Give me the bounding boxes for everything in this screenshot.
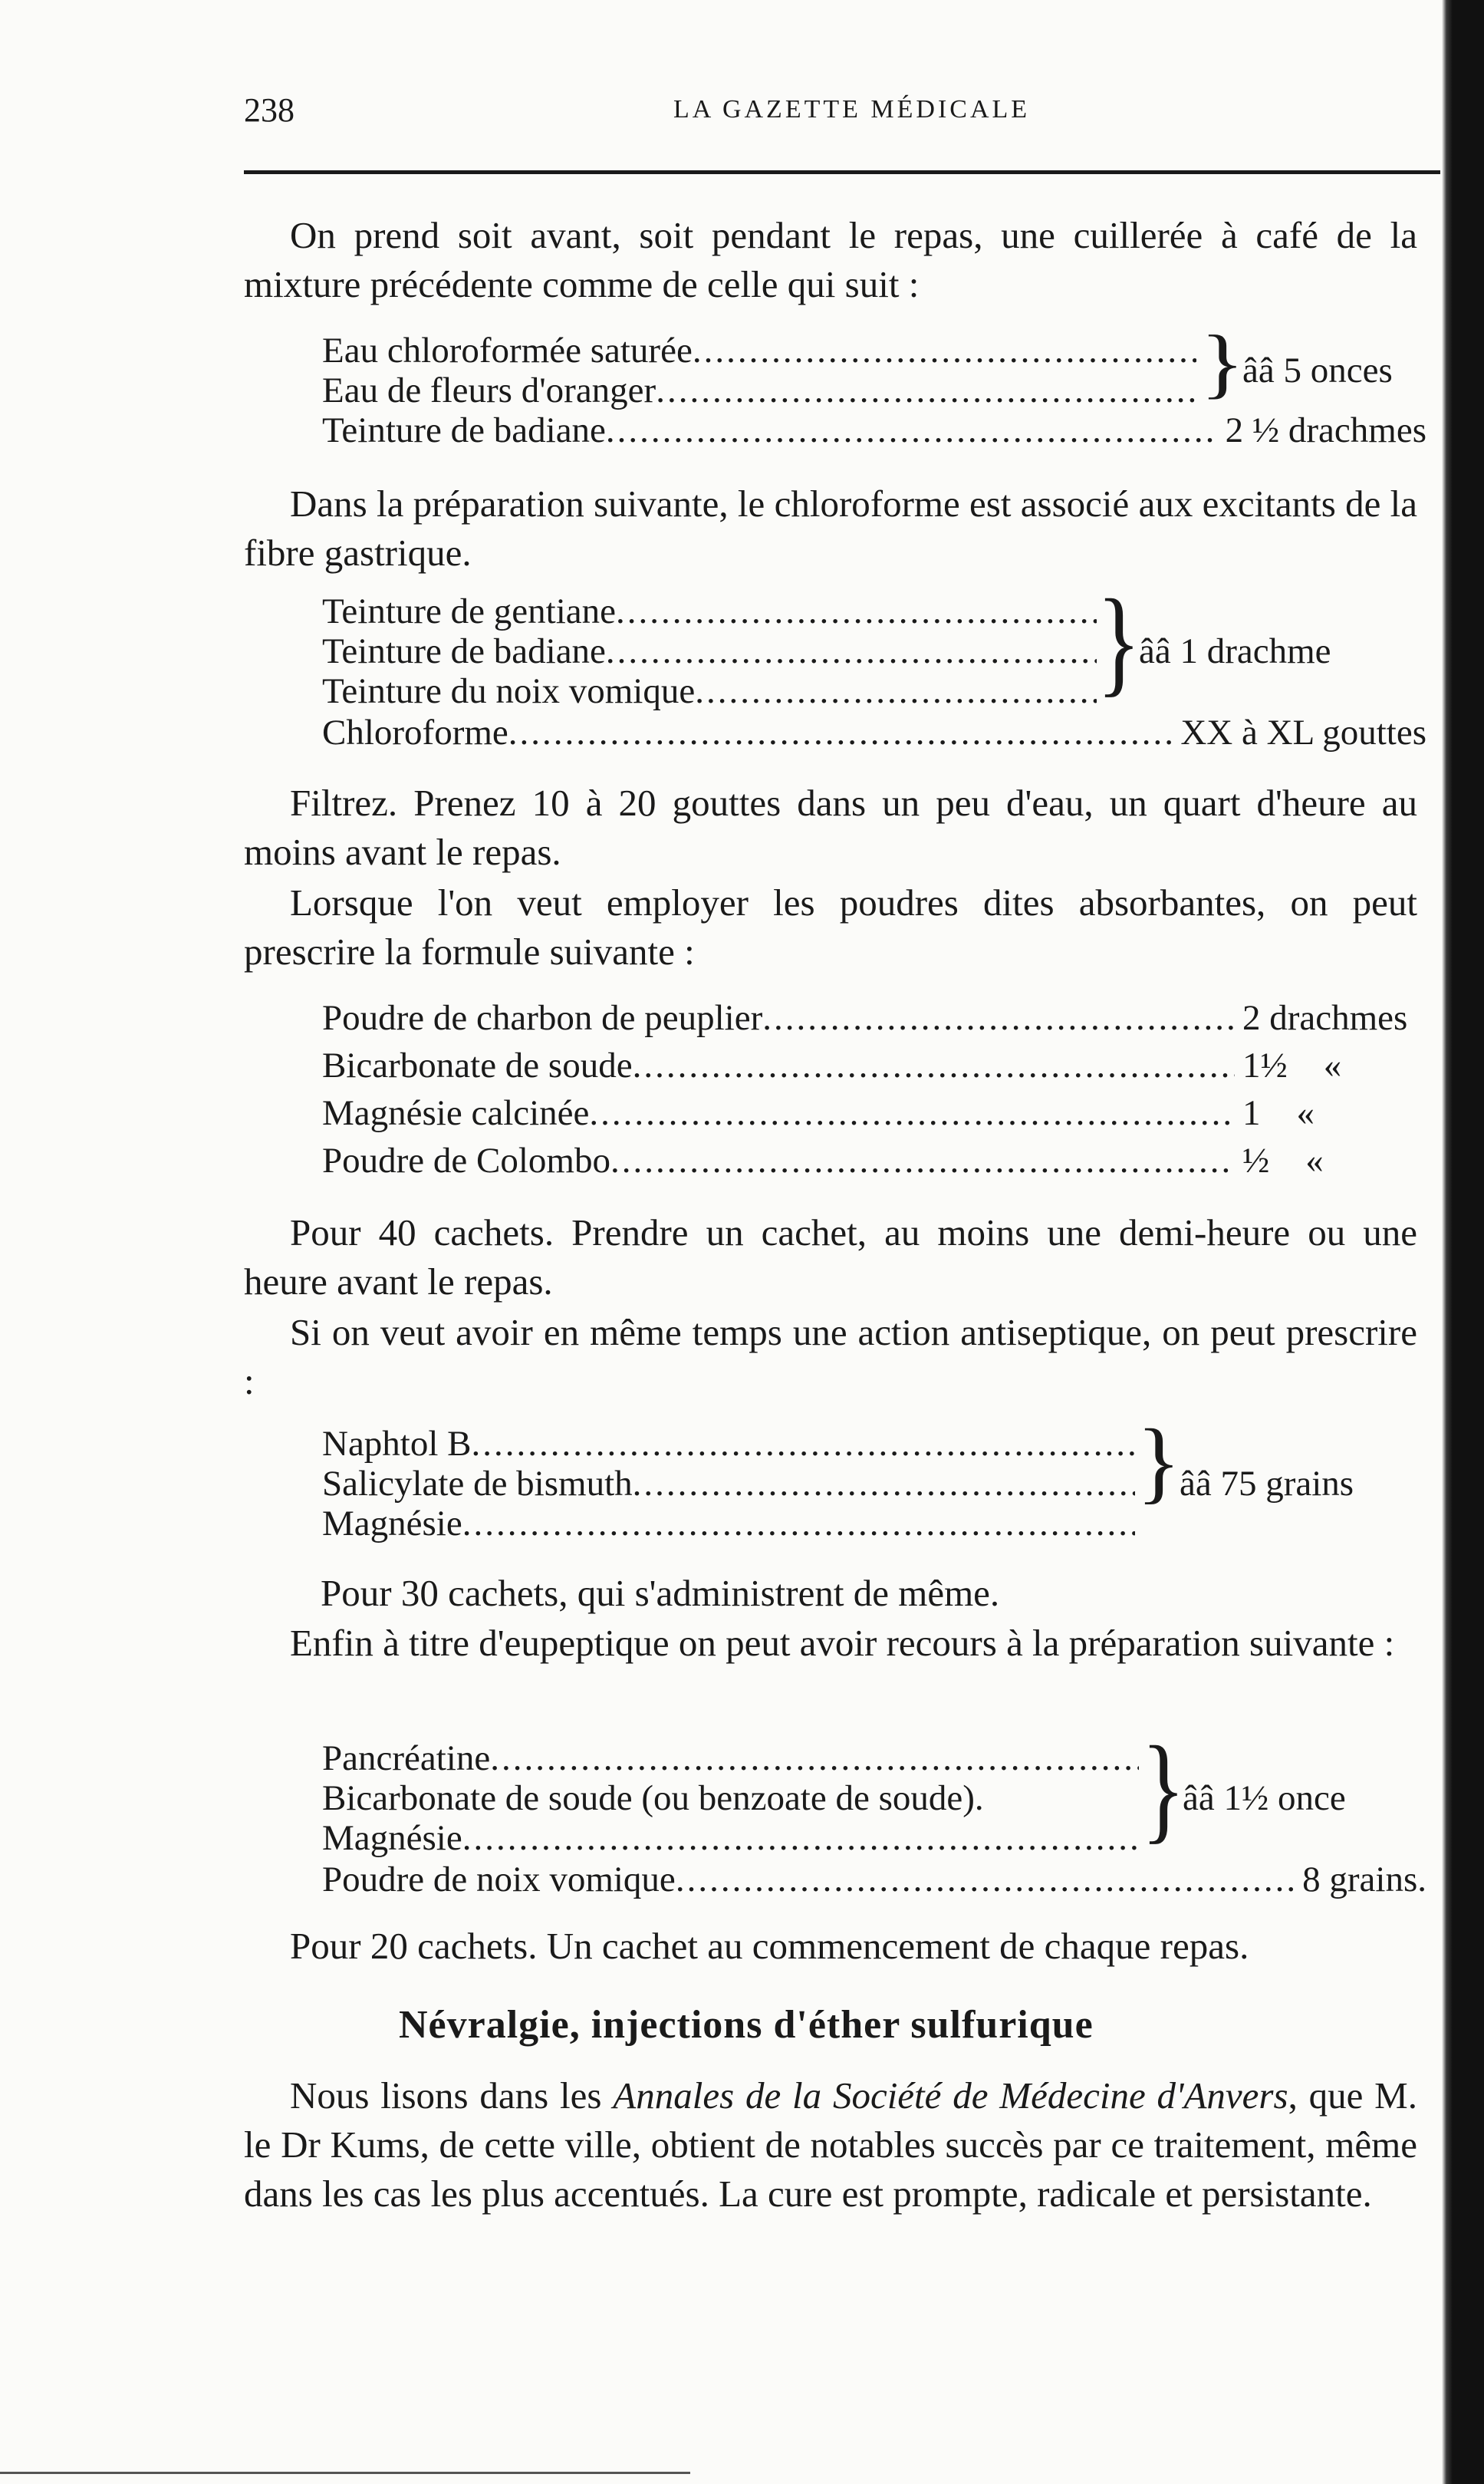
rx3-item-qty: 1½ « — [1242, 1046, 1342, 1086]
rx3-row-3 — [322, 1092, 1426, 1134]
rx2-item-qty: XX à XL gouttes — [1180, 713, 1426, 753]
header-rule — [244, 170, 1440, 174]
rx3-item-name: Poudre de Colombo — [322, 1141, 610, 1181]
running-head: LA GAZETTE MÉDICALE — [673, 95, 1031, 124]
paragraph-8 — [244, 1619, 1417, 1668]
paragraph-10-after: , que M. le Dr Kums, de cette ville, obtient de notables succès par ce traitement, même dans les cas les plus accentués. La cure est prompte, radicale et persistante. — [244, 2074, 1417, 2215]
rx4-item-name: Magnésie — [322, 1504, 462, 1543]
rx4-brace-label: ââ 75 grains — [1180, 1464, 1354, 1504]
prescription-2 — [322, 574, 1426, 759]
rx5-row-1 — [322, 1738, 1139, 1779]
rx4-row-2 — [322, 1463, 1135, 1504]
leader-dots — [656, 370, 1196, 411]
paragraph-10 — [244, 2071, 1417, 2219]
rx3-row-2 — [322, 1045, 1426, 1086]
paragraph-1-text: On prend soit avant, soit pendant le repas, une cuillerée à café de la mixture précédente comme de celle qui suit : — [244, 214, 1417, 305]
paragraph-9-text: Pour 20 cachets. Un cachet au commencement de chaque repas. — [290, 1925, 1249, 1967]
scan-edge — [1442, 0, 1484, 2484]
leader-dots — [462, 1503, 1135, 1544]
paragraph-6 — [244, 1308, 1417, 1406]
paragraph-4-text: Lorsque l'on veut employer les poudres dites absorbantes, on peut prescrire la formule suivante : — [244, 881, 1417, 973]
rx3-row-4 — [322, 1140, 1426, 1181]
rx2-item-name: Chloroforme — [322, 713, 508, 753]
right-brace: } — [1200, 319, 1245, 407]
leader-dots — [693, 330, 1196, 371]
rx3-item-qty: 2 drachmes — [1242, 998, 1408, 1038]
leader-dots — [462, 1817, 1139, 1859]
footer-rule — [0, 2472, 690, 2474]
paragraph-5-text: Pour 40 cachets. Prendre un cachet, au moins une demi-heure ou une heure avant le repas. — [244, 1211, 1417, 1303]
paragraph-1 — [244, 211, 1417, 309]
paragraph-10-before: Nous lisons dans les — [290, 2074, 614, 2117]
rx1-item-name: Eau chloroformée saturée — [322, 331, 693, 371]
rx4-row-3 — [322, 1503, 1135, 1544]
leader-dots — [762, 997, 1235, 1039]
rx3-item-qty: ½ « — [1242, 1141, 1324, 1181]
rx5-brace-label: ââ 1½ once — [1183, 1778, 1346, 1818]
section-title: Névralgie, injections d'éther sulfurique — [399, 2003, 1094, 2047]
rx3-item-name: Bicarbonate de soude — [322, 1046, 633, 1086]
paragraph-3 — [244, 779, 1417, 877]
rx3-item-name: Magnésie calcinée — [322, 1093, 590, 1133]
rx2-item-name: Teinture de gentiane — [322, 591, 616, 631]
leader-dots — [589, 1092, 1235, 1134]
paragraph-2 — [244, 479, 1417, 578]
rx3-row-1 — [322, 997, 1426, 1039]
rx2-row-2 — [322, 631, 1097, 672]
prescription-5 — [322, 1721, 1426, 1906]
leader-dots — [508, 712, 1173, 753]
journal-title: Annales de la Société de Médecine d'Anvers — [613, 2074, 1288, 2117]
leader-dots — [695, 670, 1097, 712]
leader-dots — [616, 591, 1097, 632]
paragraph-2-text: Dans la préparation suivante, le chloroforme est associé aux excitants de la fibre gastrique. — [244, 483, 1417, 574]
prescription-4 — [322, 1410, 1426, 1553]
leader-dots — [606, 410, 1218, 451]
rx5-row-3 — [322, 1817, 1139, 1859]
paragraph-7 — [244, 1569, 1417, 1618]
paragraph-3-text: Filtrez. Prenez 10 à 20 gouttes dans un peu d'eau, un quart d'heure au moins avant le repas. — [244, 782, 1417, 873]
rx2-brace-label: ââ 1 drachme — [1139, 631, 1331, 671]
right-brace: } — [1097, 574, 1141, 707]
rx4-row-1 — [322, 1423, 1135, 1464]
rx4-item-name: Salicylate de bismuth — [322, 1464, 633, 1504]
leader-dots — [490, 1738, 1139, 1779]
leader-dots — [633, 1463, 1135, 1504]
rx1-item-qty: 2 ½ drachmes — [1225, 410, 1426, 450]
rx2-row-4 — [322, 712, 1426, 753]
leader-dots — [472, 1423, 1135, 1464]
paragraph-6-text: Si on veut avoir en même temps une action antiseptique, on peut prescrire : — [244, 1311, 1417, 1402]
rx5-item-name: Poudre de noix vomique — [322, 1860, 676, 1899]
rx5-row-4 — [322, 1859, 1426, 1900]
rx1-row-2 — [322, 370, 1196, 411]
rx3-item-name: Poudre de charbon de peuplier — [322, 998, 763, 1038]
rx5-item-name: Pancréatine — [322, 1738, 491, 1778]
rx5-item-name: Magnésie — [322, 1818, 462, 1858]
rx5-row-2 — [322, 1777, 1139, 1819]
rx1-item-name: Eau de fleurs d'oranger — [322, 371, 656, 410]
rx2-row-1 — [322, 591, 1097, 632]
prescription-3 — [322, 997, 1426, 1189]
rx5-item-qty: 8 grains. — [1302, 1860, 1426, 1899]
rx4-item-name: Naphtol B — [322, 1424, 472, 1464]
page-header — [244, 91, 1364, 137]
leader-dots — [606, 631, 1097, 672]
rx2-item-name: Teinture du noix vomique — [322, 671, 696, 711]
rx2-item-name: Teinture de badiane — [322, 631, 606, 671]
right-brace: } — [1141, 1721, 1186, 1854]
rx1-row-1 — [322, 330, 1196, 371]
page-number: 238 — [244, 91, 294, 129]
rx5-item-name: Bicarbonate de soude (ou benzoate de soude). — [322, 1778, 984, 1818]
paragraph-9 — [244, 1922, 1417, 1971]
rx1-item-name: Teinture de badiane — [322, 410, 606, 450]
paragraph-5 — [244, 1208, 1417, 1306]
paragraph-4 — [244, 878, 1417, 977]
rx3-item-qty: 1 « — [1242, 1093, 1315, 1133]
rx2-row-3 — [322, 670, 1097, 712]
rx1-brace-label: ââ 5 onces — [1242, 351, 1393, 390]
leader-dots — [676, 1859, 1295, 1900]
paragraph-7-text: Pour 30 cachets, qui s'administrent de même. — [321, 1572, 1000, 1614]
prescription-1 — [322, 319, 1426, 460]
leader-dots — [633, 1045, 1235, 1086]
leader-dots — [610, 1140, 1235, 1181]
right-brace: } — [1137, 1410, 1181, 1512]
paragraph-8-text: Enfin à titre d'eupeptique on peut avoir recours à la préparation suivante : — [290, 1622, 1395, 1664]
rx1-row-3 — [322, 410, 1426, 451]
